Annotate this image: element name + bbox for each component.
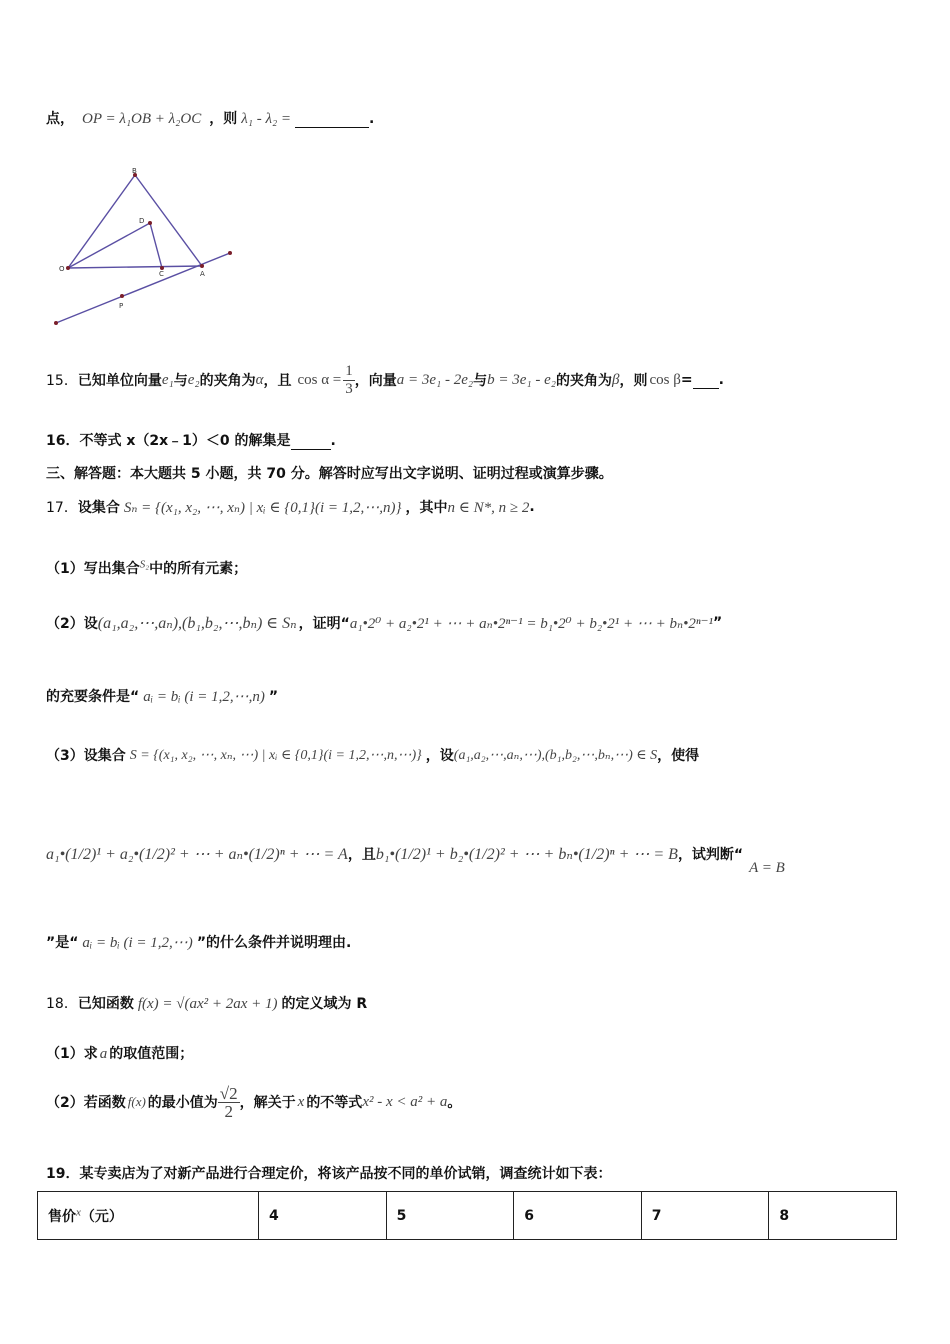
q17-p2-line2-b: ” <box>268 689 279 705</box>
q18-p2-inequality: x² - x < a² + a <box>362 1093 448 1110</box>
q15-text-5: ，向量 <box>354 373 397 389</box>
q17-p3-series-B: b₁•(1/2)¹ + b₂•(1/2)² + ⋯ + bₙ•(1/2)ⁿ + ⋯ = B <box>375 846 678 863</box>
q15-text-4: ，且 <box>263 373 292 389</box>
q17-p3-text-a: （3）设集合 <box>46 748 126 764</box>
q15-text-6: 与 <box>473 373 488 389</box>
q18-p2-x: x <box>297 1093 305 1110</box>
table-cell: 6 <box>514 1192 642 1240</box>
table-header-cell: 售价$^x$（元） <box>38 1192 259 1240</box>
q17-p3-line3-b: ”的什么条件并说明理由. <box>196 935 352 951</box>
q17-p3-series-A: a₁•(1/2)¹ + a₂•(1/2)² + ⋯ + aₙ•(1/2)ⁿ + ⋯ = A <box>46 846 348 863</box>
label-B: B <box>132 167 137 175</box>
q16-end: . <box>330 433 336 449</box>
q15-end: . <box>718 372 724 388</box>
label-A: A <box>200 270 205 278</box>
q15-cos-beta: cos β <box>649 371 681 388</box>
q18-function: f(x) = √(ax² + 2ax + 1) <box>137 996 278 1012</box>
q18-p2-text-a: （2）若函数 <box>46 1095 126 1111</box>
q18-p2-function: f(x) <box>127 1094 146 1109</box>
q18-number: 18． <box>46 996 78 1012</box>
q18-p2-end: 。 <box>447 1095 462 1111</box>
q18-p1-text-a: （1）求 <box>46 1046 98 1062</box>
q15-cos-alpha: cos α = <box>297 371 342 388</box>
q19-text: 19．某专卖店为了对新产品进行合理定价，将该产品按不同的单价试销，调查统计如下表： <box>46 1166 612 1182</box>
q18-p1-var: a <box>99 1046 108 1062</box>
q14-mid: ，则 <box>209 111 238 127</box>
q17-p3-condition: aᵢ = bᵢ (i = 1,2,⋯) <box>82 935 193 951</box>
q17-set: Sₙ = {(x₁, x₂, ⋯, xₙ) | xᵢ ∈ {0,1}(i = 1,2,⋯,n)} <box>123 499 402 516</box>
q17-p3-text-b: ，设 <box>425 748 454 764</box>
table-cell: 8 <box>769 1192 897 1240</box>
q18-p2-text-c: ，解关于 <box>239 1095 296 1111</box>
q18-text-2: 的定义域为 R <box>281 996 368 1012</box>
q17-p3-tuples: (a₁,a₂,⋯,aₙ,⋯),(b₁,b₂,⋯,bₙ,⋯) ∈ S <box>453 747 658 763</box>
q17-p1-set: S₂ <box>139 558 150 571</box>
table-header-var: x <box>76 1205 81 1218</box>
q17-p3-text-d: ，试判断“ <box>677 847 744 863</box>
q15-beta: β <box>612 371 620 388</box>
q17-p2-text-c: ” <box>713 615 723 631</box>
q17-p1-text-b: 中的所有元素； <box>149 561 248 577</box>
q15-text-2: 与 <box>173 373 188 389</box>
q17-text-1: 设集合 <box>77 500 120 516</box>
q15-text-1: 已知单位向量 <box>77 373 162 389</box>
q17-number: 17． <box>46 500 78 516</box>
q17-p2-tuples: (a₁,a₂,⋯,aₙ),(b₁,b₂,⋯,bₙ) ∈ Sₙ <box>97 615 297 632</box>
q18-p2-fraction: $\frac{√2}{2}$ <box>219 1083 238 1121</box>
label-O: O <box>59 265 65 273</box>
q15-fraction: $\frac{1}{3}$ <box>345 362 353 397</box>
q17-p2-equation: a₁•2⁰ + a₂•2¹ + ⋯ + aₙ•2ⁿ⁻¹ = b₁•2⁰ + b₂•2¹ + ⋯ + bₙ•2ⁿ⁻¹ <box>349 615 713 632</box>
q18-p2-text-d: 的不等式 <box>306 1095 363 1111</box>
price-table <box>37 1191 897 1240</box>
q17-p2-condition: aᵢ = bᵢ (i = 1,2,⋯,n) <box>143 689 265 705</box>
q16-answer-blank <box>291 433 331 450</box>
label-C: C <box>159 270 164 278</box>
q17-p3-set: S = {(x₁, x₂, ⋯, xₙ, ⋯) | xᵢ ∈ {0,1}(i = 1,2,⋯,n,⋯)} <box>129 747 422 763</box>
q15-text-3: 的夹角为 <box>199 373 256 389</box>
q17-p2-text-b: ，证明“ <box>298 616 350 632</box>
q15-number: 15． <box>46 373 78 389</box>
q15-vector-a: a = 3e₁ - 2e₂ <box>396 371 474 388</box>
q18-text-1: 已知函数 <box>77 996 134 1012</box>
table-cell: 7 <box>641 1192 769 1240</box>
q14-end: . <box>369 111 375 127</box>
q17-condition: n ∈ N*, n ≥ 2 <box>447 499 530 516</box>
label-P: P <box>119 302 124 310</box>
q15-text-8: ，则 <box>619 373 648 389</box>
q17-p1-text-a: （1）写出集合 <box>46 561 140 577</box>
q15-text-7: 的夹角为 <box>556 373 613 389</box>
q16-text: 16．不等式 x（2x﹣1）＜0 的解集是 <box>46 433 291 449</box>
q14-ask: λ₁ - λ₂ = <box>241 111 292 127</box>
table-cell: 4 <box>259 1192 387 1240</box>
q14-prefix: 点， <box>46 111 74 127</box>
q14-answer-blank <box>295 111 369 128</box>
q17-p3-A-equals-B: A = B <box>749 859 785 876</box>
q18-p1-text-b: 的取值范围； <box>109 1046 194 1062</box>
section-heading: 三、解答题：本大题共 5 小题，共 70 分。解答时应写出文字说明、证明过程或演算步骤。 <box>46 466 613 482</box>
table-cell: 5 <box>386 1192 514 1240</box>
q17-p2-line2-a: 的充要条件是“ <box>46 689 140 705</box>
q17-text-2: ，其中 <box>405 500 448 516</box>
q15-alpha: α <box>255 371 264 388</box>
geometry-figure <box>50 165 240 335</box>
q17-p2-text-a: （2）设 <box>46 616 98 632</box>
q15-answer-blank <box>693 372 719 389</box>
q15-e1: e₁ <box>161 371 174 388</box>
q18-p2-text-b: 的最小值为 <box>147 1095 218 1111</box>
q15-vector-b: b = 3e₁ - e₂ <box>487 371 557 388</box>
q17-p3-text-c: ，使得 <box>657 748 700 764</box>
q17-p3-line3-a: ”是“ <box>46 935 79 951</box>
q15-e2: e₂ <box>187 371 200 388</box>
label-D: D <box>139 217 145 225</box>
q15-text-9: = <box>680 372 693 388</box>
table-row <box>38 1192 897 1240</box>
q17-p3-and: ，且 <box>347 847 376 863</box>
q17-end: . <box>529 499 535 515</box>
q14-vector-formula: OP = λ₁OB + λ₂OC <box>82 111 202 127</box>
